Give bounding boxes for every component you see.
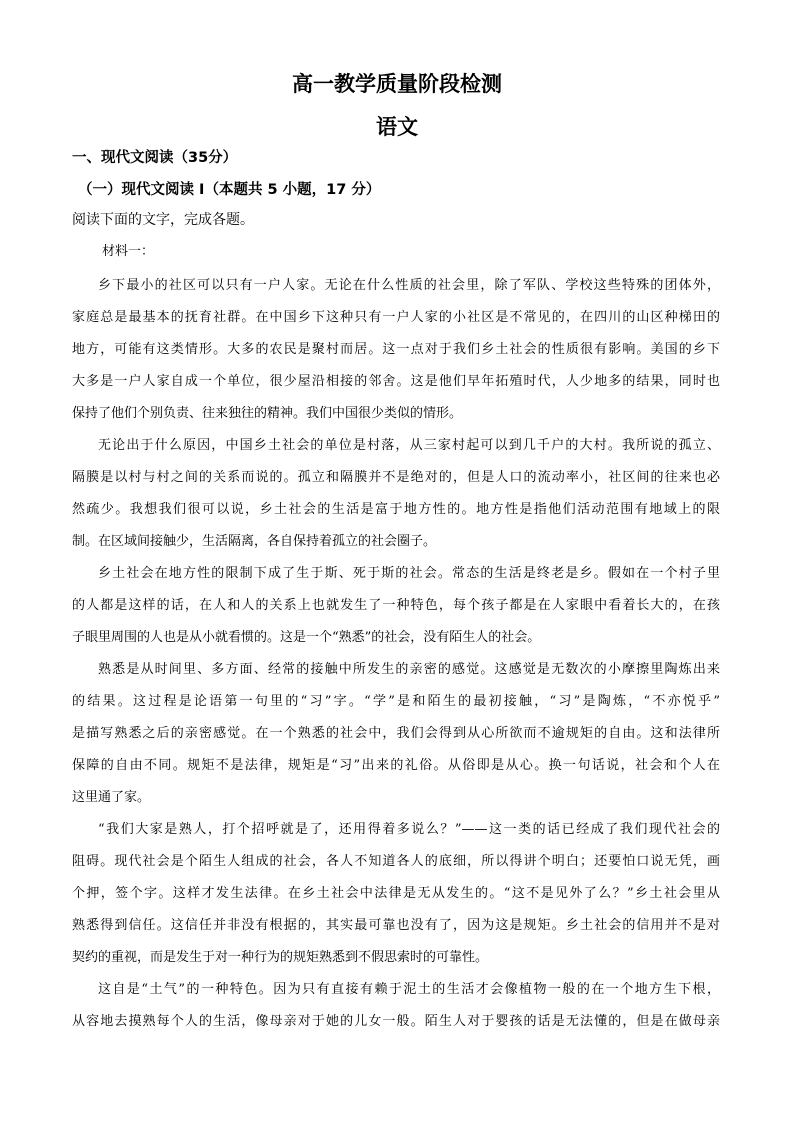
- paragraph-line: 这自是“土气”的一种特色。因为只有直接有赖于泥土的生活才会像植物一般的在一个地方生下根，: [98, 982, 720, 997]
- paragraph: [72, 974, 720, 1038]
- paragraph-line: 保障的自由不同。规矩不是法律，规矩是“习”出来的礼俗。从俗即是从心。换一句话说，社会和个人在: [72, 758, 720, 773]
- paragraph-line: 这里通了家。: [72, 790, 151, 805]
- paragraph-line: 从容地去摸熟每个人的生活，像母亲对于她的儿女一般。陌生人对于婴孩的话是无法懂的，但是在做母亲: [72, 1014, 720, 1029]
- paragraph: [72, 430, 720, 558]
- paragraph: [72, 814, 720, 974]
- paragraph: [72, 558, 720, 654]
- paragraph-line: 阻碍。现代社会是个陌生人组成的社会，各人不知道各人的底细，所以得讲个明白；还要怕口说无凭，画: [72, 854, 720, 869]
- exam-title: 高一教学质量阶段检测: [292, 71, 502, 96]
- paragraph-line: 制。在区域间接触少，生活隔离，各自保持着孤立的社会圈子。: [72, 534, 437, 549]
- paragraph-line: 隔膜是以村与村之间的关系而说的。孤立和隔膜并不是绝对的，但是人口的流动率小，社区间的往来也必: [72, 470, 720, 485]
- paragraph-line: 契约的重视，而是发生于对一种行为的规矩熟悉到不假思索时的可靠性。: [72, 950, 489, 965]
- paragraph-line: 个押，签个字。这样才发生法律。在乡土社会中法律是无从发生的。“这不是见外了么？”乡土社会里从: [72, 886, 720, 901]
- section-heading: 一、现代文阅读（35分）: [72, 150, 238, 166]
- material-label: 材料一：: [102, 244, 155, 259]
- paragraph-line: 然疏少。我想我们很可以说，乡土社会的生活是富于地方性的。地方性是指他们活动范围有地域上的限: [72, 502, 720, 517]
- paragraph-line: 的人都是这样的话，在人和人的关系上也就发生了一种特色，每个孩子都是在人家眼中看着长大的，在孩: [72, 598, 720, 613]
- reading-instruction: 阅读下面的文字，完成各题。: [72, 212, 254, 228]
- paragraph-line: 熟悉得到信任。这信任并非没有根据的，其实最可靠也没有了，因为这是规矩。乡土社会的信用并不是对: [72, 918, 720, 933]
- subject-title: 语文: [376, 114, 418, 139]
- paragraph-line: “我们大家是熟人，打个招呼就是了，还用得着多说么？”——这一类的话已经成了我们现代社会的: [98, 822, 720, 837]
- paragraph-line: 子眼里周围的人也是从小就看惯的。这是一个“熟悉”的社会，没有陌生人的社会。: [72, 630, 541, 645]
- paragraph-line: 熟悉是从时间里、多方面、经常的接触中所发生的亲密的感觉。这感觉是无数次的小摩擦里陶炼出来: [98, 662, 720, 677]
- paragraph: [72, 654, 720, 814]
- subsection-heading: （一）现代文阅读 I（本题共 5 小题，17 分）: [78, 182, 381, 198]
- paragraph-line: 是描写熟悉之后的亲密感觉。在一个熟悉的社会中，我们会得到从心所欲而不逾规矩的自由。这和法律所: [72, 726, 720, 741]
- paragraph-line: 大多是一户人家自成一个单位，很少屋沿相接的邻舍。这是他们早年拓殖时代，人少地多的结果，同时也: [72, 374, 720, 389]
- reading-passage: [72, 270, 720, 1038]
- paragraph-line: 乡土社会在地方性的限制下成了生于斯、死于斯的社会。常态的生活是终老是乡。假如在一个村子里: [98, 566, 720, 581]
- paragraph-line: 地方，可能有这类情形。大多的农民是聚村而居。这一点对于我们乡土社会的性质很有影响。美国的乡下: [72, 342, 720, 357]
- paragraph: [72, 270, 720, 430]
- paragraph-line: 乡下最小的社区可以只有一户人家。无论在什么性质的社会里，除了军队、学校这些特殊的团体外，: [98, 278, 720, 293]
- paragraph-line: 保持了他们个别负责、往来独往的精神。我们中国很少类似的情形。: [72, 406, 463, 421]
- paragraph-line: 家庭总是最基本的抚育社群。在中国乡下这种只有一户人家的小社区是不常见的，在四川的山区种梯田的: [72, 310, 720, 325]
- paragraph-line: 无论出于什么原因，中国乡土社会的单位是村落，从三家村起可以到几千户的大村。我所说的孤立、: [98, 438, 720, 453]
- paragraph-line: 的结果。这过程是论语第一句里的“习”字。“学”是和陌生的最初接触，“习”是陶炼，“不亦悦乎”: [72, 694, 720, 709]
